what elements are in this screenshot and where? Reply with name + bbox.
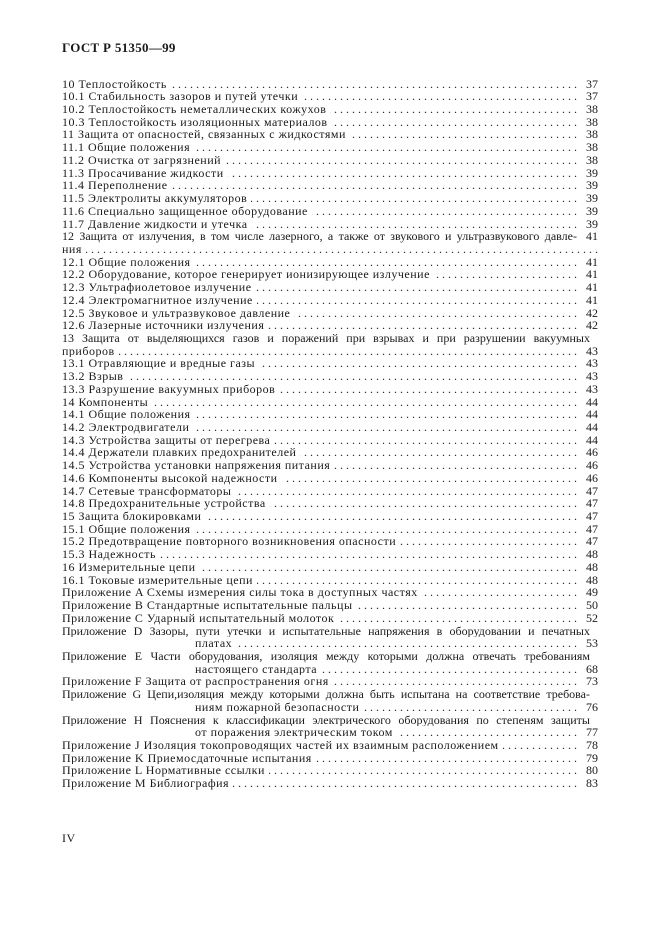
toc-entry-title: 14.7 Сетевые трансформаторы	[62, 484, 232, 498]
dot-leader	[332, 116, 577, 129]
toc-page-number: 46	[586, 471, 598, 485]
toc-entry	[62, 446, 598, 459]
toc-entry	[62, 116, 598, 129]
toc-entry	[62, 523, 598, 536]
toc-entry-title: 10 Теплостойкость	[62, 77, 167, 91]
toc-entry-line	[62, 612, 598, 625]
toc-entry-line	[62, 230, 598, 243]
toc-page-number: 37	[586, 77, 598, 91]
toc-page-number: 38	[586, 115, 598, 129]
toc-page-number: 53	[586, 637, 598, 650]
toc-entry-line	[62, 472, 598, 485]
toc-entry-title: 11.7 Давление жидкости и утечка	[62, 217, 248, 231]
toc-entry-line	[62, 714, 598, 727]
toc-page-number: 52	[586, 611, 598, 625]
toc-page-number: 68	[586, 662, 598, 676]
toc-entry-title: Приложение D Зазоры, пути утечки и испытательные напряжения в оборудовании и печатных	[62, 624, 590, 638]
dot-leader	[422, 586, 577, 599]
toc-entry	[62, 205, 598, 218]
toc-entry	[62, 281, 598, 294]
toc-entry-title: Приложение F Защита от распространения огня	[62, 675, 329, 689]
toc-entry	[62, 383, 598, 396]
dot-leader	[282, 472, 577, 485]
dot-leader	[274, 434, 577, 447]
toc-page-number: 49	[586, 586, 598, 600]
toc-entry-line	[62, 167, 598, 180]
toc-entry-title: 12.6 Лазерные источники излучения	[62, 319, 265, 332]
toc-entry-title: приборов	[62, 344, 115, 358]
toc-entry-line	[62, 523, 598, 536]
dot-leader	[333, 675, 577, 688]
toc-page-number: 48	[586, 560, 598, 574]
dot-leader	[233, 777, 577, 790]
toc-entry	[62, 459, 598, 472]
toc-entry-line	[62, 396, 598, 409]
toc-entry	[62, 192, 598, 205]
toc-entry-line	[62, 192, 598, 205]
toc-entry-title: 11.1 Общие положения	[62, 141, 191, 154]
dot-leader	[397, 726, 577, 739]
toc-entry-line	[62, 307, 598, 320]
toc-entry	[62, 319, 598, 332]
toc-entry-line	[62, 599, 598, 612]
toc-entry-title: 12.3 Ультрафиолетовое излучение	[62, 281, 252, 294]
toc-page-number: 41	[586, 293, 598, 307]
toc-entry-title: 14 Компоненты	[62, 395, 149, 409]
toc-entry-title: 15.1 Общие положения	[62, 522, 191, 536]
toc-page-number: 44	[586, 408, 598, 421]
toc-page-number: 46	[586, 459, 598, 472]
toc-entry-title: 12.2 Оборудование, которое генерирует ионизирующее излучение	[62, 268, 430, 282]
toc-page-number: 47	[586, 497, 598, 511]
toc-entry-title: 14.4 Держатели плавких предохранителей	[62, 446, 297, 460]
toc-entry	[62, 612, 598, 625]
toc-entry	[62, 294, 598, 307]
toc-entry-title: 13.3 Разрушение вакуумных приборов	[62, 382, 276, 396]
toc-page-number: 78	[586, 738, 598, 752]
dot-leader	[228, 167, 577, 180]
toc-entry	[62, 625, 598, 650]
toc-page-number: 43	[586, 357, 598, 371]
toc-entry-line	[62, 332, 598, 345]
toc-page-number: 47	[586, 484, 598, 498]
toc-entry	[62, 485, 598, 498]
toc-page-number: 41	[586, 281, 598, 294]
toc-entry	[62, 268, 598, 281]
dot-leader	[279, 383, 577, 396]
toc-entry-title: 12.4 Электромагнитное излучение	[62, 293, 253, 307]
toc-page-number: 73	[586, 675, 598, 689]
toc-entry-title: Приложение A Схемы измерения силы тока в доступных частях	[62, 586, 418, 600]
toc-page-number: 41	[586, 268, 598, 282]
toc-entry-continuation-line	[62, 637, 598, 650]
toc-entry-title: Приложение E Части оборудования, изоляция между которыми должна отвечать требованиям	[62, 649, 590, 663]
toc-entry-title: 14.1 Общие положения	[62, 408, 191, 421]
toc-entry	[62, 688, 598, 713]
toc-entry-line	[62, 357, 598, 370]
toc-entry-title: настоящего стандарта	[195, 662, 318, 676]
toc-entry-line	[62, 764, 598, 777]
document-header: ГОСТ Р 51350—99	[62, 40, 176, 55]
toc-page-number: 43	[586, 344, 598, 358]
toc-entry-line	[62, 446, 598, 459]
toc-page-number: 44	[586, 395, 598, 409]
toc-page-number: 47	[586, 535, 598, 549]
toc-page-number: 47	[586, 522, 598, 536]
toc-entry	[62, 167, 598, 180]
toc-entry-line	[62, 688, 598, 701]
toc-page-number: 39	[586, 179, 598, 193]
dot-leader	[195, 408, 577, 421]
toc-entry	[62, 535, 598, 548]
toc-entry-title: Приложение G Цепи,изоляция между которыми должна быть испытана на соответствие требова-	[62, 688, 590, 701]
toc-page-number: 39	[586, 166, 598, 180]
toc-entry	[62, 739, 598, 752]
toc-entry-line	[62, 256, 598, 269]
dot-leader	[257, 574, 577, 587]
toc-entry-title: 10.1 Стабильность зазоров и путей утечки	[62, 90, 299, 104]
toc-entry-line	[62, 218, 598, 231]
dot-leader	[330, 103, 577, 116]
toc-entry-line	[62, 650, 598, 663]
toc-entry-title: 14.2 Электродвигатели	[62, 421, 190, 434]
dot-leader	[152, 396, 577, 409]
toc-entry-line	[62, 510, 598, 523]
toc-page-number: 39	[586, 192, 598, 205]
toc-entry	[62, 78, 598, 91]
toc-entry	[62, 714, 598, 739]
toc-entry-line	[62, 90, 598, 103]
dot-leader	[235, 485, 577, 498]
toc-entry	[62, 599, 598, 612]
toc-entry-title: 11.3 Просачивание жидкости	[62, 166, 224, 180]
dot-leader	[251, 192, 577, 205]
dot-leader	[127, 370, 577, 383]
toc-entry	[62, 650, 598, 675]
dot-leader	[205, 510, 577, 523]
toc-entry-title: 14.3 Устройства защиты от перегрева	[62, 433, 271, 447]
toc-entry-title: Приложение C Ударный испытательный молоток	[62, 611, 335, 625]
toc-entry-title: 11.2 Очистка от загрязнений	[62, 153, 222, 167]
toc-page-number: 42	[586, 306, 598, 320]
toc-page-number: 76	[586, 700, 598, 714]
toc-entry	[62, 396, 598, 409]
toc-entry	[62, 497, 598, 510]
dot-leader	[119, 345, 577, 358]
toc-entry-line	[62, 548, 598, 561]
toc-entry	[62, 230, 598, 255]
toc-entry-title: 10.2 Теплостойкость неметаллических кожухов	[62, 103, 327, 116]
dot-leader	[236, 637, 577, 650]
toc-entry-continuation-line	[62, 345, 598, 358]
dot-leader	[334, 459, 577, 472]
toc-entry-line	[62, 485, 598, 498]
toc-entry-title: Приложение B Стандартные испытательные пальцы	[62, 599, 353, 612]
toc-entry-title: 11.6 Специально защищенное оборудование	[62, 204, 308, 218]
toc-entry-line	[62, 434, 598, 447]
toc-entry	[62, 179, 598, 192]
toc-entry-line	[62, 179, 598, 192]
toc-entry-continuation-line	[62, 663, 598, 676]
toc-entry-title: 10.3 Теплостойкость изоляционных материалов	[62, 115, 328, 129]
toc-entry-line	[62, 625, 598, 638]
toc-entry-title: 12.5 Звуковое и ультразвуковое давление	[62, 306, 291, 320]
toc-entry-line	[62, 752, 598, 765]
dot-leader	[400, 535, 577, 548]
dot-leader	[252, 218, 577, 231]
toc-entry-line	[62, 141, 598, 154]
toc-entry-title: Приложение H Пояснения к классификации электрического оборудования по степеням защиты	[62, 713, 590, 727]
dot-leader	[160, 548, 577, 561]
toc-page-number: 48	[586, 548, 598, 561]
dot-leader	[363, 701, 577, 714]
toc-entry	[62, 777, 598, 790]
toc-entry	[62, 421, 598, 434]
dot-leader	[195, 256, 577, 269]
dot-leader	[338, 612, 577, 625]
toc-page-number: 48	[586, 573, 598, 587]
toc-entry	[62, 90, 598, 103]
toc-entry	[62, 764, 598, 777]
dot-leader	[302, 90, 577, 103]
toc-entry	[62, 103, 598, 116]
dot-leader	[294, 307, 577, 320]
toc-entry-title: Приложение M Библиография	[62, 777, 230, 790]
dot-leader	[316, 752, 577, 765]
toc-entry	[62, 370, 598, 383]
toc-entry	[62, 154, 598, 167]
toc-entry-title: 13 Защита от выделяющихся газов и поражений при взрывах и при разрушении вакуумных	[62, 331, 590, 345]
toc-entry-title: 14.8 Предохранительные устройства	[62, 497, 266, 511]
dot-leader	[434, 268, 577, 281]
toc-entry-title: платах	[195, 637, 233, 650]
dot-leader	[269, 764, 577, 777]
toc-entry	[62, 218, 598, 231]
toc-entry-line	[62, 116, 598, 129]
toc-entry-line	[62, 319, 598, 332]
toc-entry-line	[62, 154, 598, 167]
toc-entry-line	[62, 268, 598, 281]
toc-entry	[62, 561, 598, 574]
toc-entry	[62, 574, 598, 587]
dot-leader	[357, 599, 577, 612]
toc-entry-title: 13.1 Отравляющие и вредные газы	[62, 357, 256, 371]
toc-page-number: 42	[586, 319, 598, 332]
toc-page-number: 50	[586, 599, 598, 612]
toc-page-number: 77	[586, 726, 598, 739]
toc-entry-line	[62, 459, 598, 472]
toc-page-number: 38	[586, 153, 598, 167]
dot-leader	[256, 281, 577, 294]
dot-leader	[268, 319, 577, 332]
toc-entry-line	[62, 281, 598, 294]
toc-page-number: 38	[586, 128, 598, 142]
dot-leader	[350, 128, 577, 141]
dot-leader	[503, 739, 577, 752]
toc-entry-title: 11 Защита от опасностей, связанных с жидкостями	[62, 128, 346, 142]
dot-leader	[193, 421, 577, 434]
toc-entry	[62, 256, 598, 269]
toc-entry-line	[62, 574, 598, 587]
toc-entry-line	[62, 586, 598, 599]
toc-entry-line	[62, 421, 598, 434]
toc-page-number: 79	[586, 751, 598, 765]
toc-page-number: 41	[586, 230, 598, 243]
toc-entry-title: Приложение L Нормативные ссылки	[62, 764, 265, 778]
toc-entry-line	[62, 128, 598, 141]
toc-page-number: 44	[586, 421, 598, 434]
toc-entry-title: 15 Защита блокировками	[62, 510, 202, 523]
toc-entry	[62, 675, 598, 688]
toc-entry-line	[62, 535, 598, 548]
toc-page-number: 46	[586, 446, 598, 460]
toc-entry-title: Приложение K Приемосдаточные испытания	[62, 751, 312, 765]
toc-entry-title: 15.3 Надежность	[62, 548, 156, 561]
toc-page-number: 43	[586, 382, 598, 396]
dot-leader	[200, 561, 577, 574]
toc-entry-title: от поражения электрическим током	[195, 726, 393, 739]
toc-entry	[62, 307, 598, 320]
toc-entry	[62, 434, 598, 447]
toc-entry-title: Приложение J Изоляция токопроводящих частей их взаимным расположением	[62, 738, 499, 752]
dot-leader	[270, 497, 577, 510]
toc-entry	[62, 548, 598, 561]
dot-leader	[195, 523, 577, 536]
toc-entry-line	[62, 103, 598, 116]
toc-entry	[62, 357, 598, 370]
toc-entry-line	[62, 561, 598, 574]
table-of-contents	[62, 78, 598, 790]
toc-page-number: 47	[586, 510, 598, 523]
toc-entry	[62, 408, 598, 421]
toc-page-number: 39	[586, 217, 598, 231]
dot-leader	[194, 141, 577, 154]
toc-entry-continuation-line	[62, 701, 598, 714]
toc-entry	[62, 332, 598, 357]
toc-entry	[62, 472, 598, 485]
dot-leader	[86, 243, 598, 256]
toc-entry-title: 16 Измерительные цепи	[62, 560, 196, 574]
toc-entry	[62, 128, 598, 141]
toc-entry-title: 14.6 Компоненты высокой надежности	[62, 471, 278, 485]
toc-entry-line	[62, 675, 598, 688]
toc-entry-title: 14.5 Устройства установки напряжения питания	[62, 459, 331, 472]
toc-page-number: 83	[586, 777, 598, 790]
toc-page-number: 41	[586, 255, 598, 269]
dot-leader	[321, 663, 577, 676]
toc-page-number: 37	[586, 90, 598, 104]
toc-entry-line	[62, 370, 598, 383]
toc-entry-continuation-line	[62, 726, 598, 739]
dot-leader	[171, 78, 577, 91]
toc-page-number: 43	[586, 370, 598, 383]
toc-entry-title: 11.4 Переполнение	[62, 179, 168, 193]
dot-leader	[225, 154, 577, 167]
toc-entry-line	[62, 497, 598, 510]
toc-page-number: 80	[586, 764, 598, 778]
toc-entry-title: 12 Защита от излучения, в том числе лазерного, а также от звукового и ультразвукового давле-	[62, 230, 577, 243]
dot-leader	[172, 179, 577, 192]
toc-entry-line	[62, 205, 598, 218]
dot-leader	[257, 294, 577, 307]
toc-page-number: 38	[586, 141, 598, 154]
toc-entry-title: 16.1 Токовые измерительные цепи	[62, 573, 253, 587]
toc-entry	[62, 752, 598, 765]
dot-leader	[300, 446, 577, 459]
toc-entry-line	[62, 383, 598, 396]
toc-entry-line	[62, 739, 598, 752]
toc-entry	[62, 510, 598, 523]
toc-entry-title: 11.5 Электролиты аккумуляторов	[62, 192, 248, 205]
toc-entry-line	[62, 78, 598, 91]
toc-page-number: 44	[586, 433, 598, 447]
toc-entry-title: 15.2 Предотвращение повторного возникновения опасности	[62, 535, 397, 549]
toc-entry-title: ния	[62, 242, 82, 256]
toc-entry	[62, 141, 598, 154]
toc-entry-continuation-line	[62, 243, 598, 256]
dot-leader	[259, 357, 577, 370]
toc-page-number: 38	[586, 103, 598, 116]
toc-entry-line	[62, 777, 598, 790]
toc-entry-title: 13.2 Взрыв	[62, 370, 124, 383]
dot-leader	[312, 205, 577, 218]
toc-entry-line	[62, 294, 598, 307]
toc-entry-line	[62, 408, 598, 421]
toc-page-number: 39	[586, 204, 598, 218]
toc-entry-title: 12.1 Общие положения	[62, 255, 191, 269]
page-number-footer: IV	[62, 831, 76, 845]
toc-entry-title: ниям пожарной безопасности	[195, 700, 360, 714]
toc-entry	[62, 586, 598, 599]
